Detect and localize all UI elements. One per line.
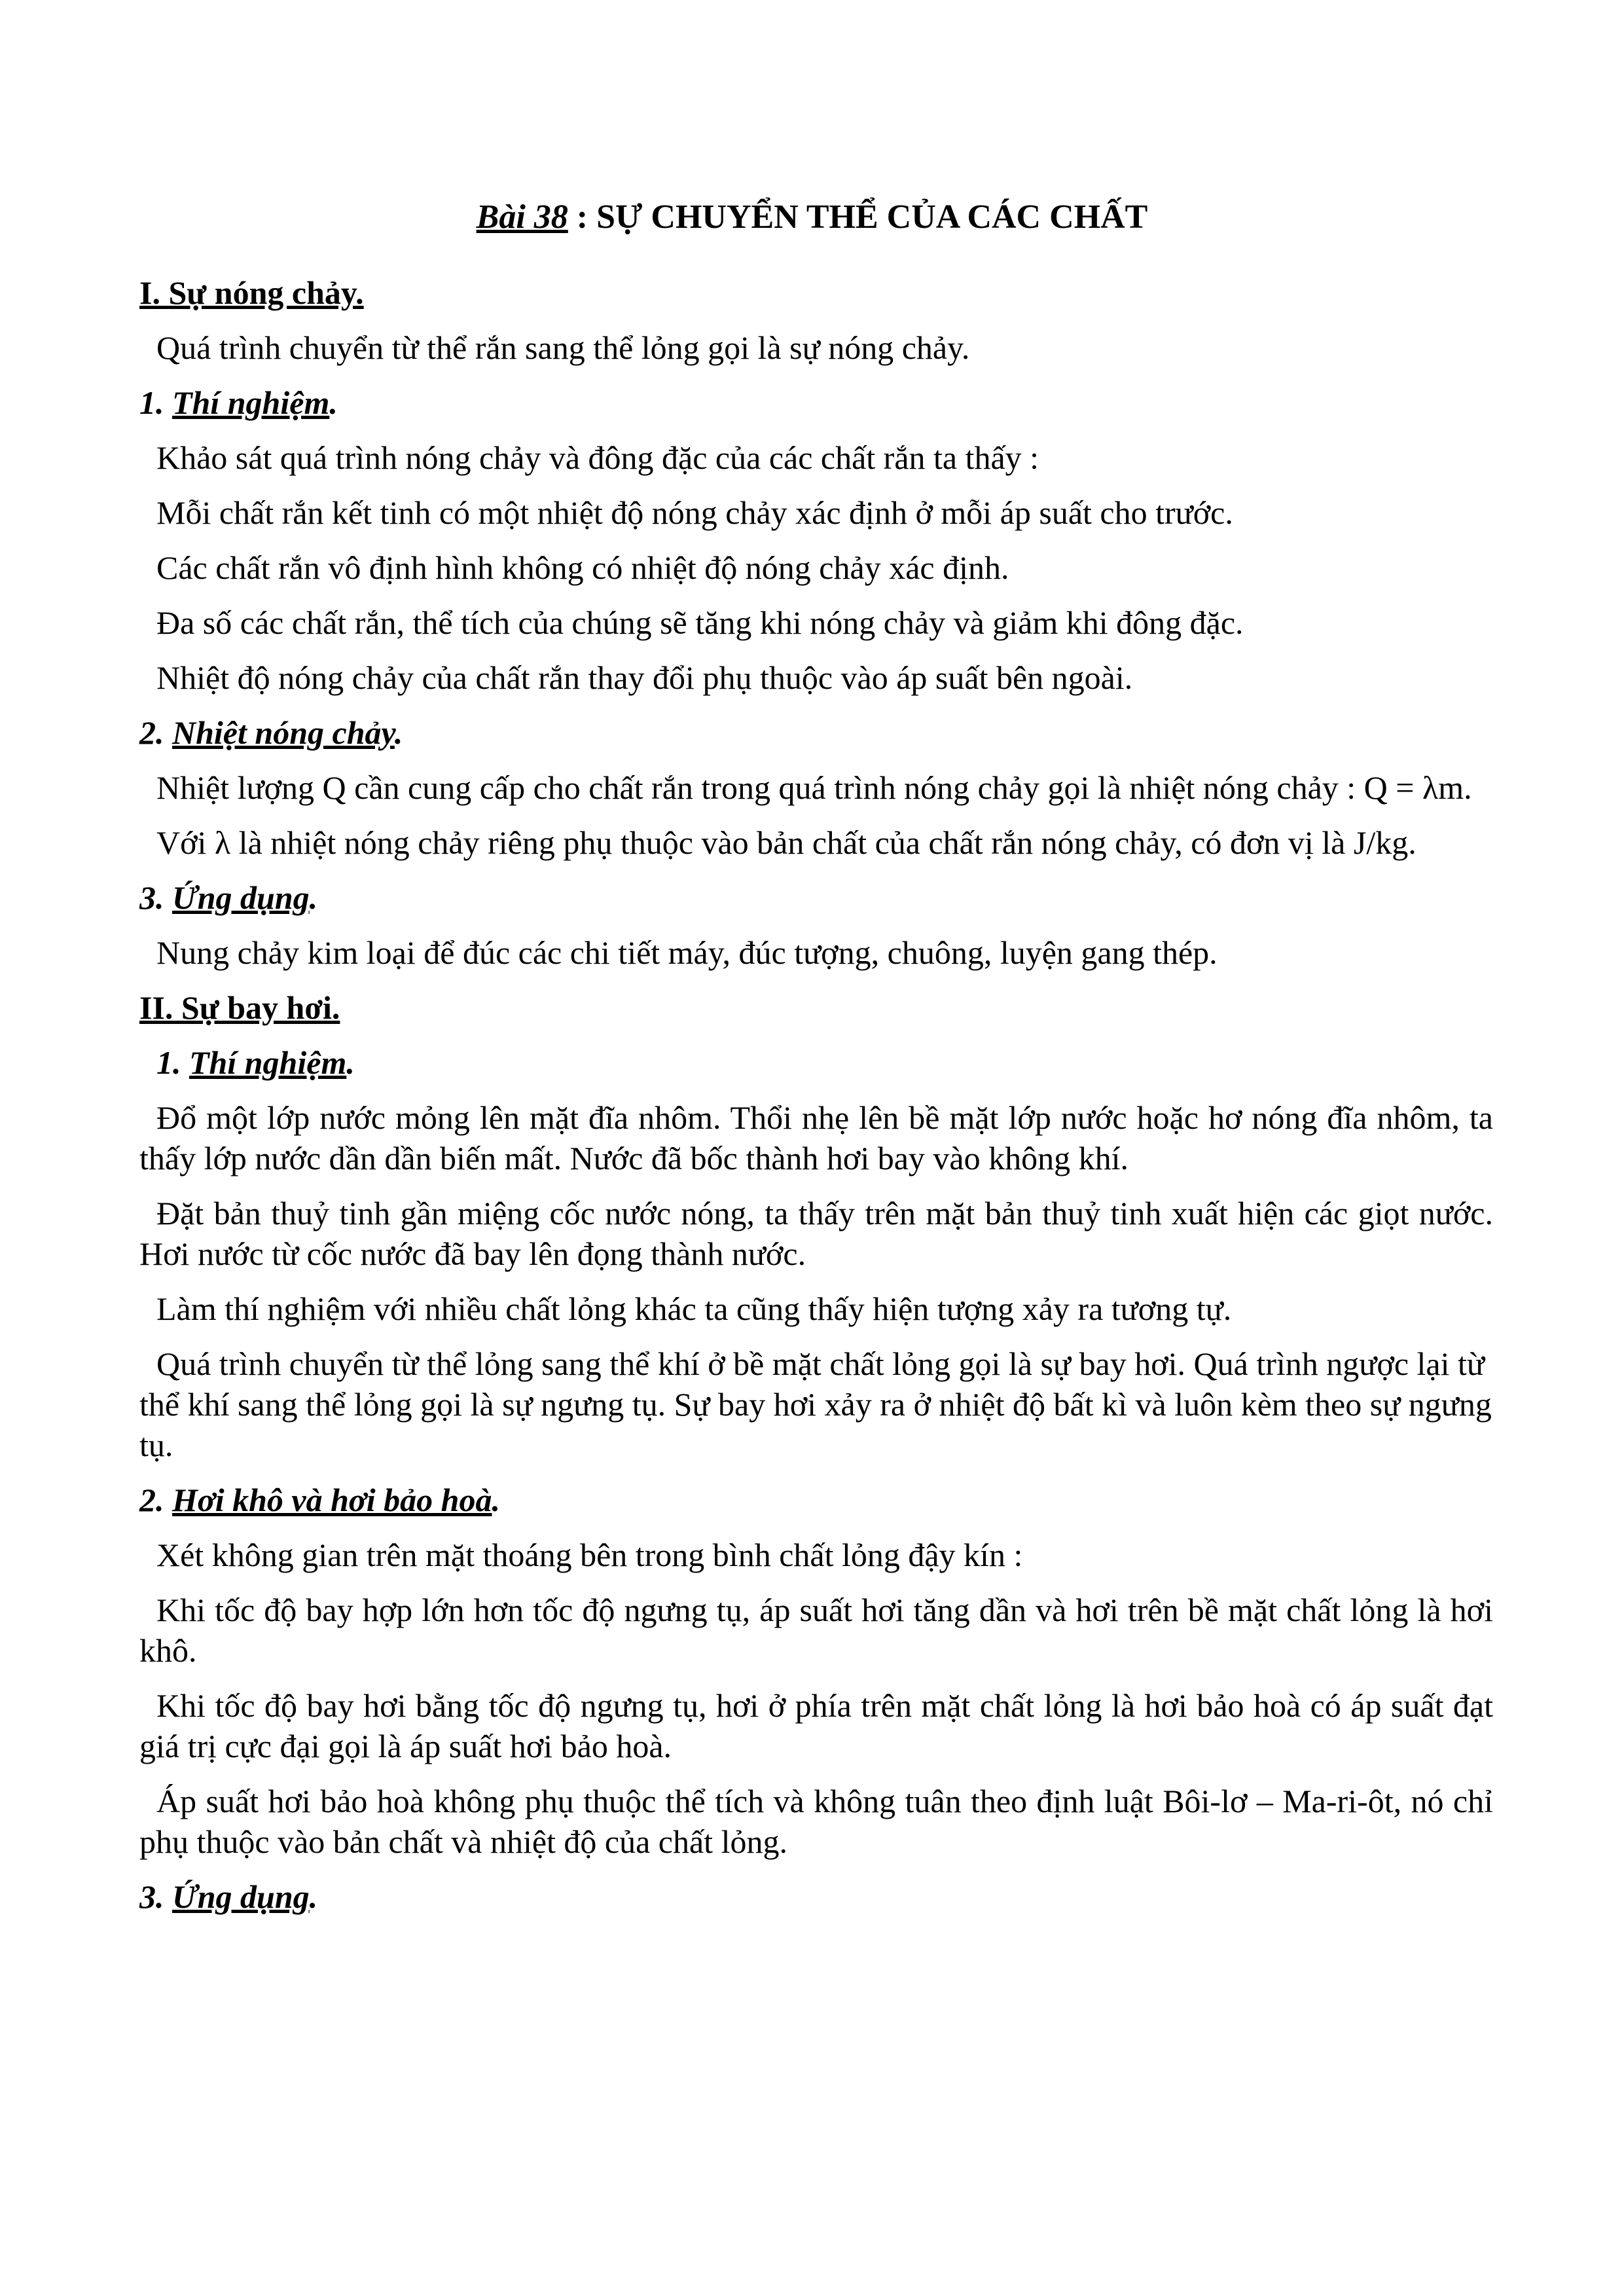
sub-heading-title: Thí nghiệm: [172, 384, 330, 421]
paragraph: Nung chảy kim loại để đúc các chi tiết máy, đúc tượng, chuông, luyện gang thép.: [156, 934, 1218, 971]
title-text: SỰ CHUYỂN THỂ CỦA CÁC CHẤT: [596, 198, 1148, 236]
section-1-heading: I. Sự nóng chảy.: [139, 274, 364, 311]
paragraph: Nhiệt lượng Q cần cung cấp cho chất rắn trong quá trình nóng chảy gọi là nhiệt nóng chảy : Q = λm.: [156, 769, 1472, 806]
section-1-sub-3-heading: 3. Ứng dụng.: [139, 879, 318, 916]
paragraph: Các chất rắn vô định hình không có nhiệt độ nóng chảy xác định.: [156, 549, 1009, 586]
paragraph: Mỗi chất rắn kết tinh có một nhiệt độ nóng chảy xác định ở mỗi áp suất cho trước.: [156, 494, 1233, 531]
sub-heading-number: 2.: [139, 714, 172, 751]
section-2-sub-2-heading: 2. Hơi khô và hơi bảo hoà.: [139, 1482, 500, 1518]
section-2-sub-1-heading: 1. Thí nghiệm.: [156, 1044, 355, 1081]
paragraph: Đổ một lớp nước mỏng lên mặt đĩa nhôm. Thổi nhẹ lên bề mặt lớp nước hoặc hơ nóng đĩa nhôm, ta thấy lớp nước dần dần biến mất. Nước đã bốc thành hơi bay vào không khí.: [139, 1099, 1493, 1176]
paragraph: Khi tốc độ bay hơi bằng tốc độ ngưng tụ, hơi ở phía trên mặt chất lỏng là hơi bảo hoà có áp suất đạt giá trị cực đại gọi là áp suất hơi bảo hoà.: [139, 1687, 1493, 1764]
paragraph: Với λ là nhiệt nóng chảy riêng phụ thuộc vào bản chất của chất rắn nóng chảy, có đơn vị là J/kg.: [156, 824, 1416, 861]
section-1-sub-1-heading: 1. Thí nghiệm.: [139, 384, 338, 421]
paragraph: Khảo sát quá trình nóng chảy và đông đặc của các chất rắn ta thấy :: [156, 439, 1039, 476]
sub-heading-number: 1.: [156, 1044, 189, 1081]
paragraph: Khi tốc độ bay hợp lớn hơn tốc độ ngưng tụ, áp suất hơi tăng dần và hơi trên bề mặt chất lỏng là hơi khô.: [139, 1592, 1493, 1669]
section-1-intro: Quá trình chuyển từ thể rắn sang thể lỏng gọi là sự nóng chảy.: [156, 329, 970, 366]
sub-heading-title: Ứng dụng: [172, 1878, 310, 1915]
title-separator: :: [568, 198, 597, 236]
sub-heading-title: Ứng dụng: [172, 879, 310, 916]
paragraph: Nhiệt độ nóng chảy của chất rắn thay đổi phụ thuộc vào áp suất bên ngoài.: [156, 659, 1133, 696]
section-1-sub-2-heading: 2. Nhiệt nóng chảy.: [139, 714, 403, 751]
section-2-heading: II. Sự bay hơi.: [139, 989, 340, 1026]
sub-heading-number: 3.: [139, 879, 172, 916]
paragraph: Xét không gian trên mặt thoáng bên trong bình chất lỏng đậy kín :: [156, 1537, 1023, 1573]
paragraph: Làm thí nghiệm với nhiều chất lỏng khác ta cũng thấy hiện tượng xảy ra tương tự.: [156, 1290, 1232, 1327]
section-2-sub-3-heading: 3. Ứng dụng.: [139, 1878, 318, 1915]
paragraph: Quá trình chuyển từ thể lỏng sang thể khí ở bề mặt chất lỏng gọi là sự bay hơi. Quá trình ngược lại từ thể khí sang thể lỏng gọi là sự ngưng tụ. Sự bay hơi xảy ra ở nhiệt độ bất kì và luôn kèm theo sự ngưng tụ.: [139, 1345, 1492, 1463]
sub-heading-title: Nhiệt nóng chảy: [172, 714, 395, 751]
paragraph: Áp suất hơi bảo hoà không phụ thuộc thể tích và không tuân theo định luật Bôi-lơ – Ma-ri-ôt, nó chỉ phụ thuộc vào bản chất và nhiệt độ của chất lỏng.: [139, 1783, 1493, 1860]
paragraph: Đa số các chất rắn, thể tích của chúng sẽ tăng khi nóng chảy và giảm khi đông đặc.: [156, 604, 1244, 641]
sub-heading-number: 2.: [139, 1482, 172, 1518]
paragraph: Đặt bản thuỷ tinh gần miệng cốc nước nóng, ta thấy trên mặt bản thuỷ tinh xuất hiện các giọt nước. Hơi nước từ cốc nước đã bay lên đọng thành nước.: [139, 1195, 1493, 1272]
page-title: [0, 196, 1624, 238]
sub-heading-title: Thí nghiệm: [189, 1044, 347, 1081]
sub-heading-number: 1.: [139, 384, 172, 421]
sub-heading-title: Hơi khô và hơi bảo hoà: [172, 1482, 492, 1518]
document-body: [139, 272, 1493, 1931]
lesson-number: Bài 38: [476, 198, 568, 236]
sub-heading-number: 3.: [139, 1878, 172, 1915]
